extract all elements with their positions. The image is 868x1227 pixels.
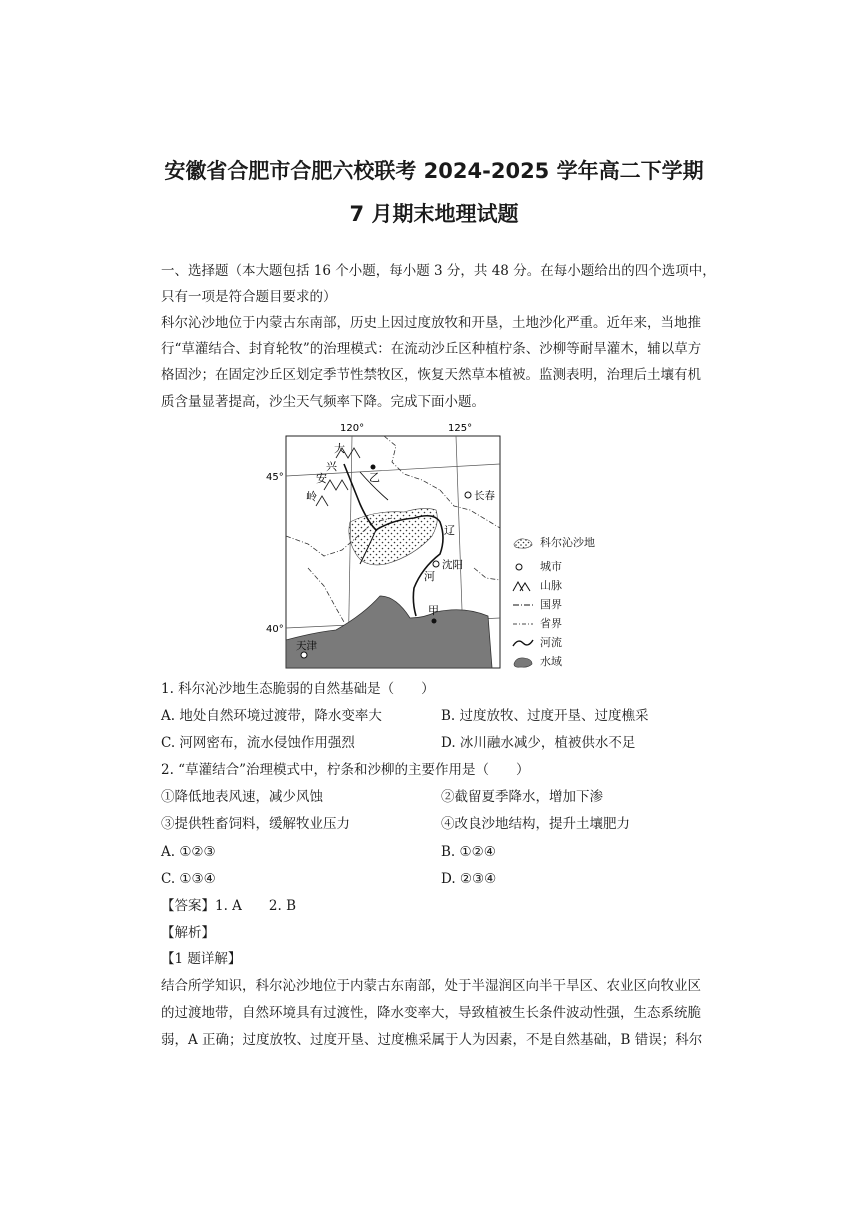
analysis-label: 【解析】 [161,925,215,941]
legend-item [512,616,622,632]
q1-option-c: C. 河网密布，流水侵蚀作用强烈 [161,735,355,751]
q2-option-c: C. ①③④ [161,871,216,887]
mountain-label-char: 安 [316,472,327,485]
lat-label-40: 40° [266,624,284,635]
city-tianjin-label: 天津 [296,640,317,652]
river-icon [512,636,534,650]
river-label-char: 辽 [444,524,455,537]
q1-option-a: A. 地处自然环境过渡带，降水变率大 [161,708,382,724]
lon-label-120: 120° [340,423,365,434]
legend-label: 国界 [540,598,562,611]
section-intro-line: 一、选择题（本大题包括 16 个小题，每小题 3 分，共 48 分。在每小题给出的四个选项中， [161,263,716,279]
q2-statement-4: ④改良沙地结构，提升土壤肥力 [441,816,630,832]
city-circle-icon [512,560,534,574]
legend-label: 科尔沁沙地 [540,536,595,549]
legend-label: 城市 [540,560,562,573]
q2-statement-3: ③提供牲畜饲料，缓解牧业压力 [161,816,350,832]
detail-label: 【1 题详解】 [161,951,242,967]
legend-item [512,535,622,551]
q1-option-d: D. 冰川融水减少，植被供水不足 [441,735,636,751]
passage-line: 质含量显著提高，沙尘天气频率下降。完成下面小题。 [161,394,485,410]
detail-line: 弱，A 正确；过度放牧、过度开垦、过度樵采属于人为因素，不是自然基础，B 错误；科尔 [161,1032,703,1048]
legend-label: 水域 [540,655,562,668]
legend-item [512,578,622,594]
river-label-char: 河 [424,570,435,583]
point-yi-label: 乙 [369,471,380,484]
point-yi-marker [371,465,376,470]
legend-item [512,597,622,613]
section-intro-line: 只有一项是符合题目要求的） [161,289,337,305]
sand-pattern-icon [512,536,534,550]
passage-line: 行“草灌结合、封育轮牧”的治理模式：在流动沙丘区种植柠条、沙柳等耐旱灌木，辅以草方 [161,341,702,357]
point-jia-label: 甲 [428,604,439,617]
city-changchun-marker [465,492,471,498]
legend-label: 河流 [540,636,562,649]
lon-label-125: 125° [448,423,473,434]
detail-line: 结合所学知识，科尔沁沙地位于内蒙古东南部，处于半湿润区向半干旱区、农业区向牧业区 [161,978,701,994]
passage-line: 格固沙；在固定沙丘区划定季节性禁牧区，恢复天然草本植被。监测表明，治理后土壤有机 [161,367,701,383]
legend-item [512,635,622,651]
page-title-line-1: 安徽省合肥市合肥六校联考 2024-2025 学年高二下学期 [164,159,704,183]
mountain-label-char: 兴 [326,460,337,473]
point-jia-marker [432,619,437,624]
provincial-border-icon [512,617,534,631]
q2-option-b: B. ①②④ [441,844,496,860]
q1-option-b: B. 过度放牧、过度开垦、过度樵采 [441,708,649,724]
q2-statement-1: ①降低地表风速，减少风蚀 [161,789,323,805]
national-border-icon [512,598,534,612]
q2-statement-2: ②截留夏季降水，增加下渗 [441,789,603,805]
answer-label: 【答案】1. A 2. B [161,898,297,914]
page-title-line-2: 7 月期末地理试题 [349,202,519,226]
city-tianjin-marker [301,652,307,658]
legend-item [512,654,622,670]
water-area-icon [512,655,534,669]
legend-label: 省界 [540,617,562,630]
question-2-stem: 2. “草灌结合”治理模式中，柠条和沙柳的主要作用是（ ） [161,762,530,778]
city-changchun-label: 长春 [474,490,495,502]
detail-line: 的过渡地带，自然环境具有过渡性，降水变率大，导致植被生长条件波动性强，生态系统脆 [161,1005,701,1021]
mountain-label-char: 大 [334,442,345,455]
mountain-icon [512,579,534,593]
passage-line: 科尔沁沙地位于内蒙古东南部，历史上因过度放牧和开垦，土地沙化严重。近年来，当地推 [161,315,701,331]
city-shenyang-marker [433,561,439,567]
city-shenyang-label: 沈阳 [442,559,463,571]
q2-option-a: A. ①②③ [161,844,216,860]
legend-item [512,559,622,575]
legend-label: 山脉 [540,579,562,592]
question-1-stem: 1. 科尔沁沙地生态脆弱的自然基础是（ ） [161,681,435,697]
lat-label-45: 45° [266,472,284,483]
q2-option-d: D. ②③④ [441,871,497,887]
mountain-label-char: 岭 [306,490,317,503]
